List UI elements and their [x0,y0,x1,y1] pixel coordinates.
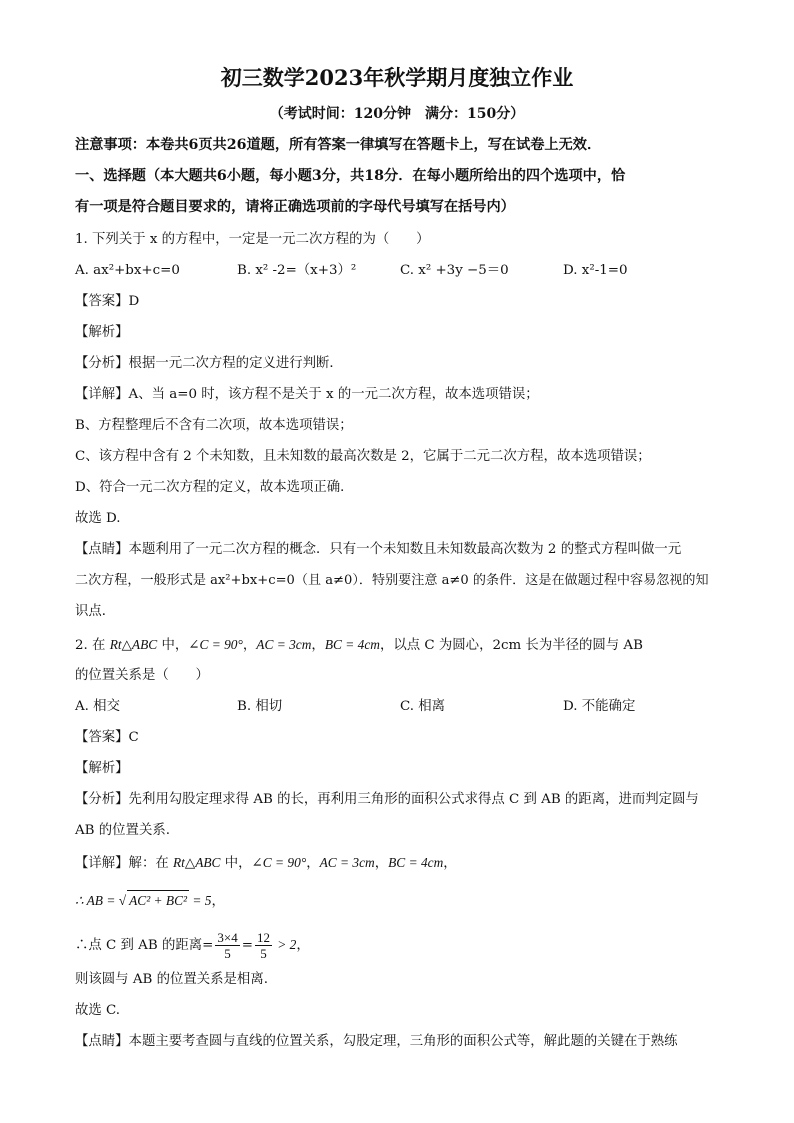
q1-detail-2: B、方程整理后不含有二次项，故本选项错误； [75,418,353,433]
q2-fenxi-2: AB 的位置关系. [75,823,170,838]
q2-triangle: Rt△ABC [109,637,158,652]
section-heading-line1: 一、选择题（本大题共6小题，每小题3分，共18分．在每小题所给出的四个选项中，恰 [75,168,626,184]
q2-stem: 2. 在 Rt△ABC 中，∠C = 90°，AC = 3cm，BC = 4cm，以点 C 为圆心，2cm 长为半径的圆与 AB [75,637,643,653]
q1-detail-3: C、该方程中含有 2 个未知数，且未知数的最高次数是 2，它属于二元二次方程，故本选项错误； [75,449,651,464]
q1-choose: 故选 D. [75,511,121,526]
q2-frac-2 [255,930,272,961]
q2-option-b: B. 相切 [237,699,283,714]
q2-detail-triangle: Rt△ABC [173,855,221,870]
q1-dianjing-2: 二次方程，一般形式是 ax²+bx+c=0（且 a≠0）．特别要注意 a≠0 的条件．这是在做题过程中容易忽视的知 [75,573,709,588]
q1-detail-1: 【详解】A、当 a=0 时，该方程不是关于 x 的一元二次方程，故本选项错误； [75,387,539,402]
q2-stem-mid: 中， [157,638,189,653]
q1-detail-4: D、符合一元二次方程的定义，故本选项正确． [75,480,354,495]
q2-bc: BC = 4cm [324,637,380,652]
q1-stem: 1. 下列关于 x 的方程中，一定是一元二次方程的为（ ） [75,232,430,247]
q1-dianjing-1: 【点睛】本题利用了一元二次方程的概念．只有一个未知数且未知数最高次数为 2 的整式方程叫做一元 [75,542,682,557]
q1-fenxi: 【分析】根据一元二次方程的定义进行判断． [75,356,343,371]
q2-option-d: D. 不能确定 [563,699,636,714]
q2-choose: 故选 C. [75,1003,121,1018]
q2-frac-1 [215,930,239,961]
q2-distance-prefix: ∴点 C 到 AB 的距离= [75,938,214,953]
q2-frac-1-num: 3×4 [217,930,238,945]
q2-ac: AC = 3cm [256,637,312,652]
q2-stem-prefix: 2. 在 [75,638,110,653]
q2-frac-2-num: 12 [256,930,270,945]
q2-option-c: C. 相离 [400,699,446,714]
q2-fenxi-1: 【分析】先利用勾股定理求得 AB 的长，再利用三角形的面积公式求得点 C 到 AB 的距离，进而判定圆与 [75,792,699,807]
q2-detail-ac: AC = 3cm [319,855,375,870]
q2-distance: ∴点 C 到 AB 的距离= $\frac{3\times 4}{5}$ = $\frac{12}{5}$ > 2， [75,930,310,961]
q1-option-c: C. x² +3y −5＝0 [400,263,509,278]
q2-conclusion: 则该圆与 AB 的位置关系是相离. [75,972,268,987]
q1-dianjing-3: 识点． [75,604,116,619]
q2-analysis-label: 【解析】 [75,761,129,776]
q1-option-d: D. x²-1=0 [563,263,628,278]
q2-option-a: A. 相交 [75,699,120,714]
q2-stem-line2: 的位置关系是（ ） [75,668,209,683]
q2-distance-result: > 2 [273,937,297,952]
q2-stem-post: ，以点 C 为圆心，2cm 长为半径的圆与 AB [379,638,643,653]
q2-ab-prefix: ∴ AB = [75,893,119,908]
page-title: 初三数学2023年秋学期月度独立作业 [220,65,574,90]
q2-detail: 【详解】解：在 Rt△ABC 中，∠C = 90°，AC = 3cm，BC = 4cm， [75,855,457,871]
q2-ab-equation: ∴ AB = √ AC² + BC² = 5， [75,890,225,912]
q1-analysis-label: 【解析】 [75,325,129,340]
q1-option-a: A. ax²+bx+c=0 [75,263,180,278]
q2-answer: 【答案】C [75,730,139,745]
q2-detail-bc: BC = 4cm [388,855,444,870]
notice-text: 注意事项：本卷共6页共26道题，所有答案一律填写在答题卡上，写在试卷上无效． [75,137,602,153]
q2-frac-2-den: 5 [260,946,267,961]
q2-detail-mid: 中， [220,856,252,871]
q2-ab-sqrt: AC² + BC² [127,890,189,911]
q2-detail-prefix: 【详解】解：在 [75,856,173,871]
q2-angle: ∠C = 90° [188,637,243,652]
q1-answer: 【答案】D [75,294,140,309]
section-heading-line2: 有一项是符合题目要求的，请将正确选项前的字母代号填写在括号内） [75,199,515,215]
q2-detail-angle: ∠C = 90° [251,855,307,870]
q1-option-b: B. x² -2=（x+3）² [237,263,357,278]
q2-frac-1-den: 5 [224,946,231,961]
q2-dianjing: 【点睛】本题主要考查圆与直线的位置关系，勾股定理，三角形的面积公式等，解此题的关键在于熟练 [75,1034,678,1049]
exam-info: （考试时间：120分钟 满分：150分） [269,106,525,122]
q2-ab-result: = 5 [189,893,212,908]
